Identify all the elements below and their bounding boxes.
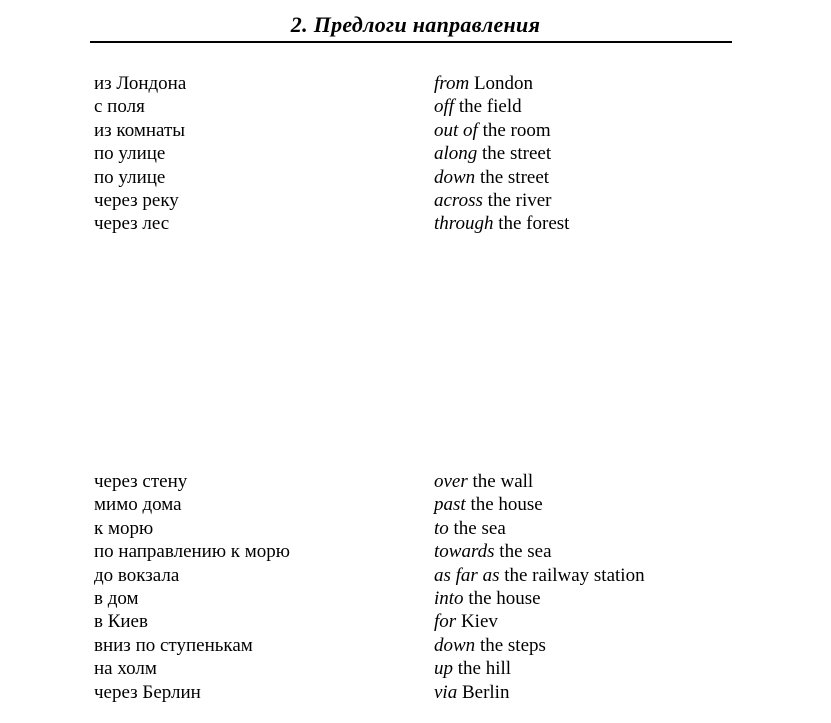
phrase-object: the steps bbox=[475, 634, 546, 656]
russian-phrase: в Киев bbox=[94, 611, 148, 633]
phrase-object: the house bbox=[463, 587, 541, 609]
english-phrase bbox=[434, 470, 533, 493]
english-phrase bbox=[434, 587, 541, 610]
english-phrase bbox=[434, 517, 506, 540]
phrase-object: the room bbox=[477, 119, 551, 141]
english-phrase bbox=[434, 681, 509, 704]
preposition: via bbox=[434, 681, 458, 703]
preposition: as far as bbox=[434, 564, 500, 586]
phrase-object: the field bbox=[454, 96, 522, 118]
preposition: along bbox=[434, 143, 478, 165]
preposition: into bbox=[434, 587, 464, 609]
phrase-object: the river bbox=[482, 189, 552, 211]
russian-phrase: на холм bbox=[94, 658, 157, 680]
russian-phrase: с поля bbox=[94, 96, 145, 118]
english-phrase bbox=[434, 95, 522, 118]
english-phrase bbox=[434, 634, 546, 657]
english-phrase bbox=[434, 564, 645, 587]
russian-phrase: мимо дома bbox=[94, 494, 182, 516]
preposition: towards bbox=[434, 541, 495, 563]
preposition: up bbox=[434, 658, 453, 680]
russian-phrase: к морю bbox=[94, 517, 154, 539]
english-phrase bbox=[434, 610, 498, 633]
preposition: over bbox=[434, 471, 468, 492]
russian-phrase: по направлению к морю bbox=[94, 541, 290, 563]
phrase-object: Berlin bbox=[457, 681, 510, 703]
phrase-object: the hill bbox=[453, 658, 512, 680]
preposition: down bbox=[434, 634, 476, 656]
phrase-object: the sea bbox=[448, 517, 506, 539]
english-phrase bbox=[434, 142, 551, 165]
english-phrase bbox=[434, 166, 549, 189]
russian-phrase: по улице bbox=[94, 166, 166, 188]
phrase-object: London bbox=[469, 73, 534, 94]
russian-phrase: через лес bbox=[94, 213, 170, 235]
phrase-object: the street bbox=[477, 143, 552, 165]
preposition: across bbox=[434, 189, 483, 211]
preposition: for bbox=[434, 611, 457, 633]
russian-phrase: через стену bbox=[94, 471, 188, 492]
phrase-object: the sea bbox=[494, 541, 552, 563]
russian-phrase: по улице bbox=[94, 143, 166, 165]
phrase-object: the railway station bbox=[499, 564, 645, 586]
preposition: to bbox=[434, 517, 449, 539]
russian-phrase: до вокзала bbox=[94, 564, 180, 586]
russian-phrase: из комнаты bbox=[94, 119, 186, 141]
page-title: 2. Предлоги направления bbox=[290, 12, 541, 37]
russian-phrase: через реку bbox=[94, 189, 179, 211]
preposition: from bbox=[434, 73, 470, 94]
phrase-object: the forest bbox=[493, 213, 570, 235]
russian-phrase: в дом bbox=[94, 587, 139, 609]
phrase-object: the wall bbox=[467, 471, 534, 492]
phrase-object: the street bbox=[475, 166, 550, 188]
russian-phrase: вниз по ступенькам bbox=[94, 634, 253, 656]
preposition: off bbox=[434, 96, 455, 118]
english-phrase bbox=[434, 72, 533, 95]
english-phrase bbox=[434, 212, 569, 235]
phrase-object: the house bbox=[465, 494, 543, 516]
russian-phrase: из Лондона bbox=[94, 73, 187, 94]
english-phrase bbox=[434, 540, 552, 563]
title-rule bbox=[90, 41, 732, 43]
english-phrase bbox=[434, 189, 552, 212]
preposition: out of bbox=[434, 119, 478, 141]
english-phrase bbox=[434, 119, 551, 142]
preposition: down bbox=[434, 166, 476, 188]
preposition: through bbox=[434, 213, 494, 235]
preposition: past bbox=[434, 494, 466, 516]
english-phrase bbox=[434, 657, 511, 680]
russian-phrase: через Берлин bbox=[94, 681, 201, 703]
phrase-object: Kiev bbox=[456, 611, 498, 633]
english-phrase bbox=[434, 493, 543, 516]
